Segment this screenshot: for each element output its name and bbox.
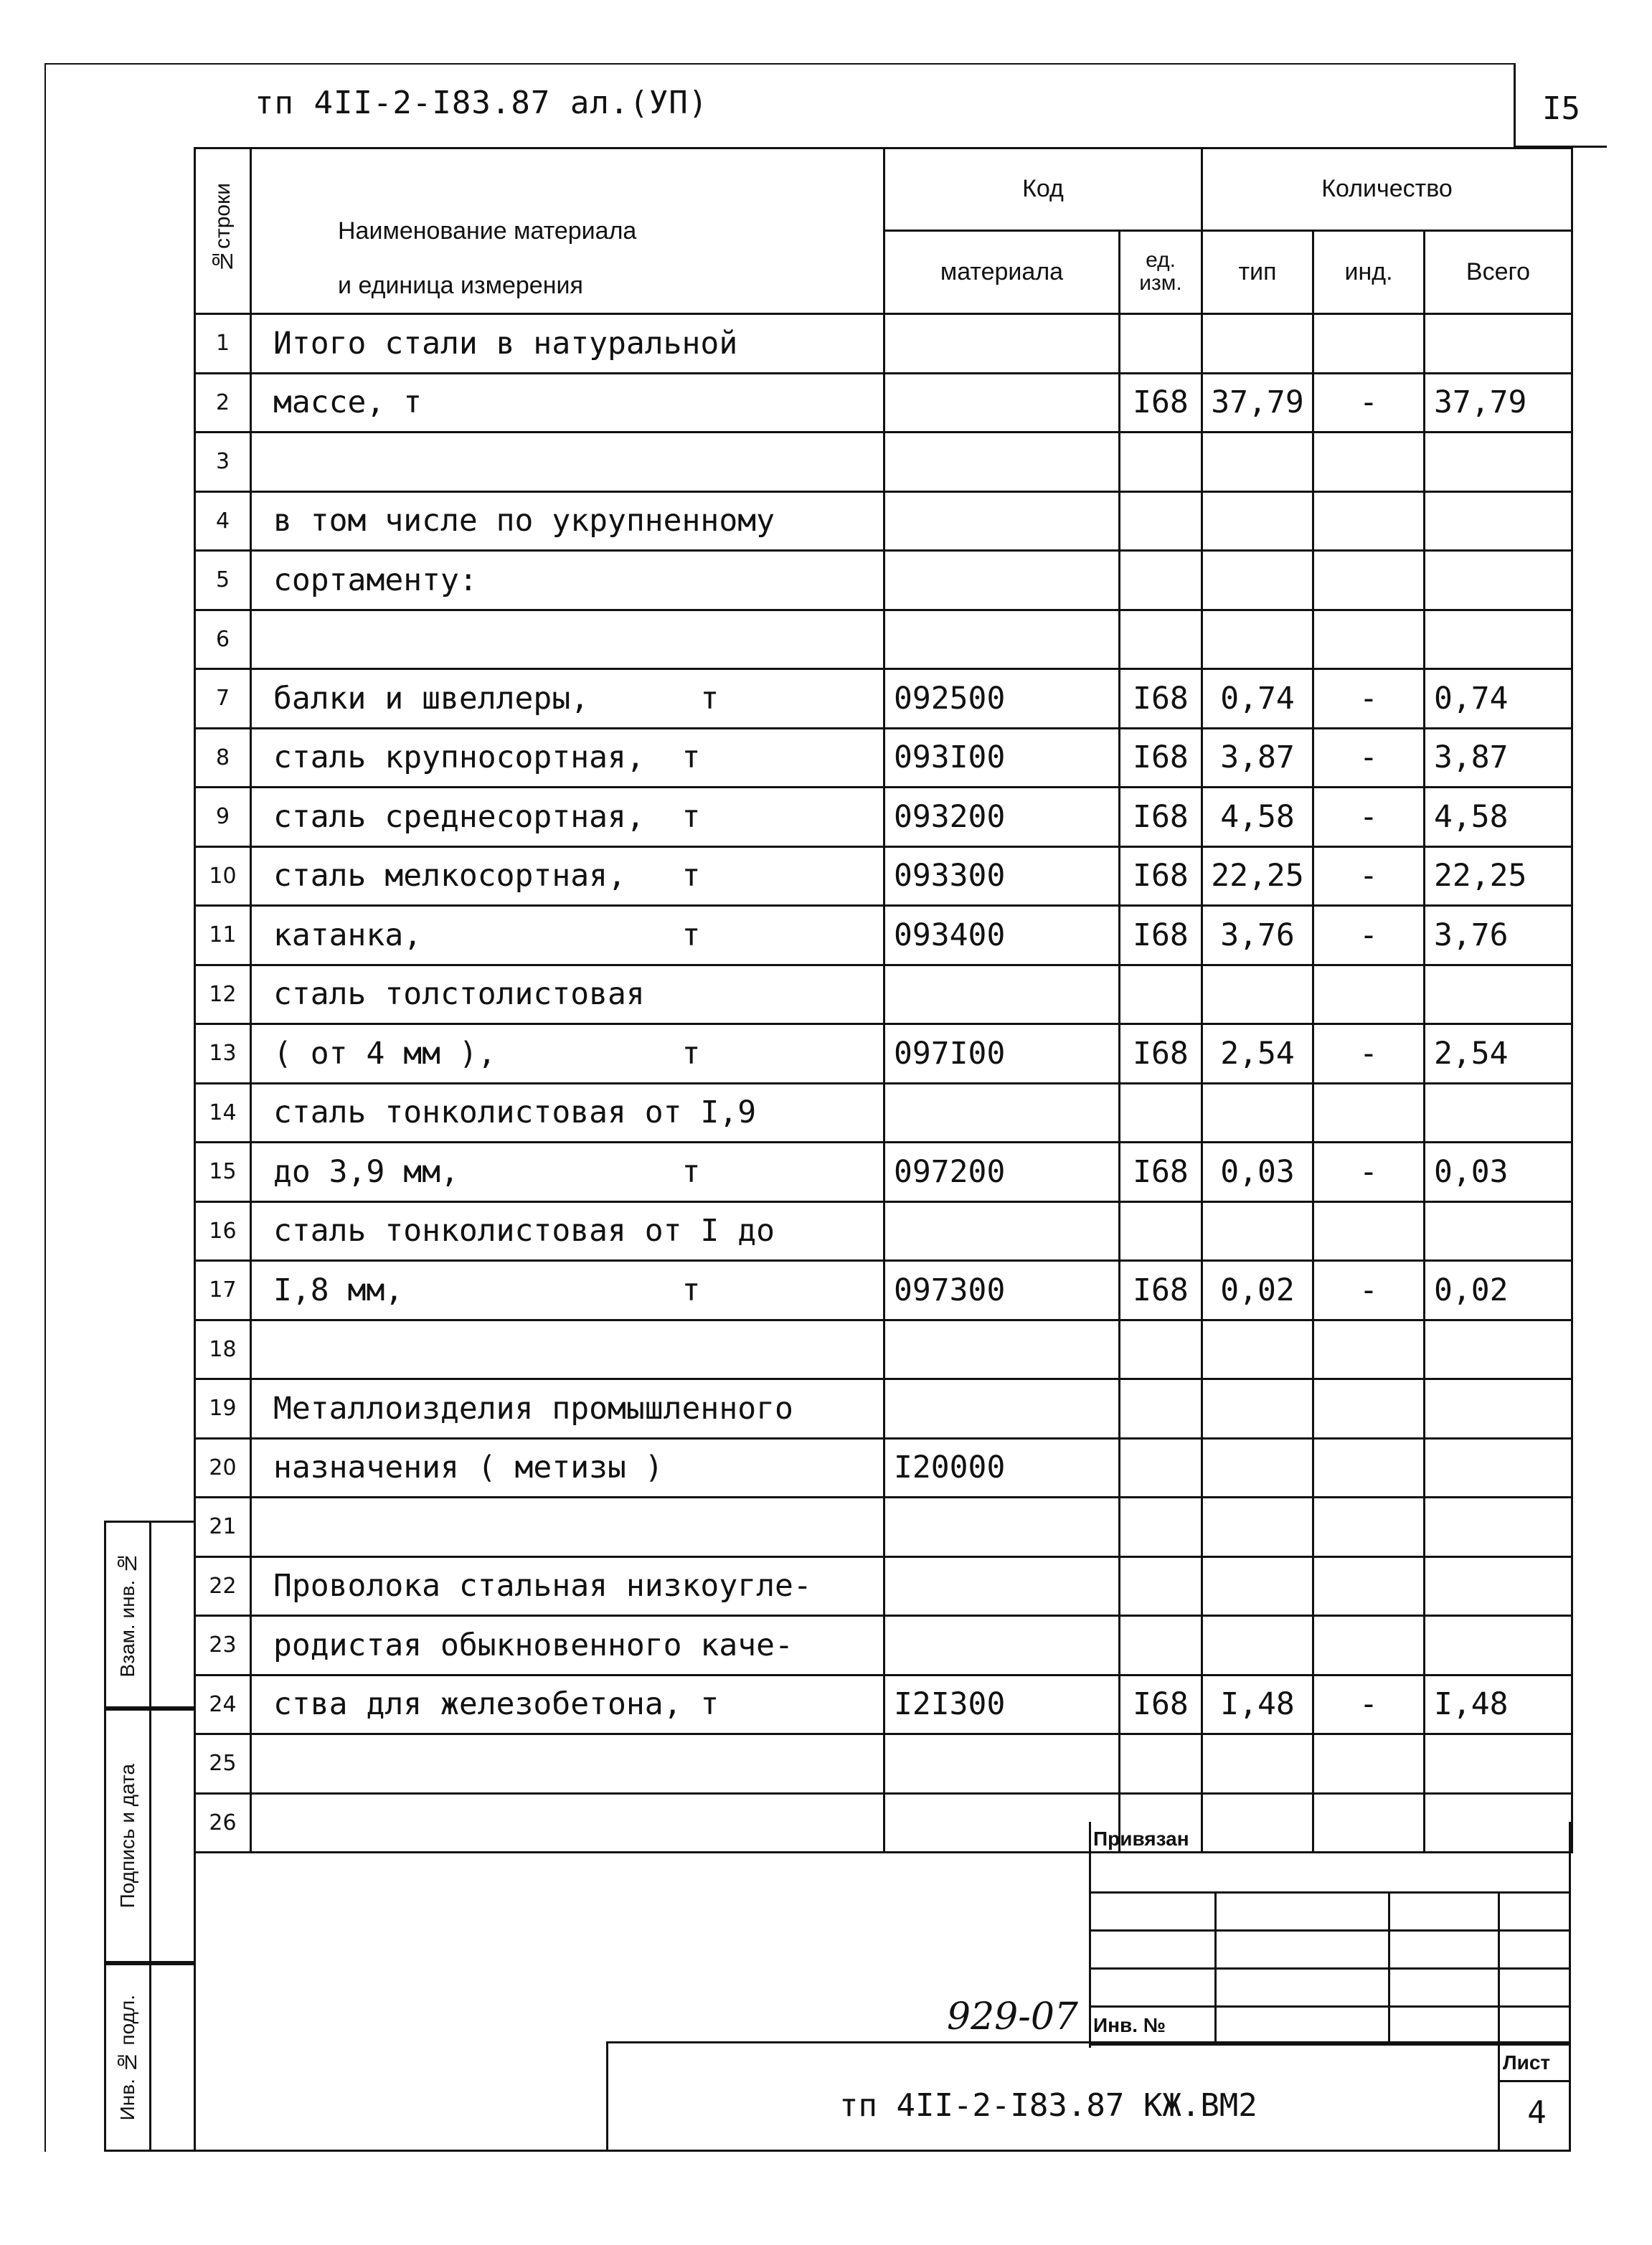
qty-ind-cell (1313, 1083, 1425, 1143)
stamp-replace-inv (104, 1521, 194, 1708)
qty-total-cell (1425, 1734, 1572, 1794)
qty-total-cell: 3,87 (1425, 728, 1572, 788)
unit-code-cell (1120, 965, 1202, 1024)
header-row-number-label: №строки (210, 183, 235, 273)
unit-code-cell: I68 (1120, 373, 1202, 433)
table-row (195, 1261, 1572, 1320)
material-spec-body (195, 314, 1572, 1853)
unit-code-cell (1120, 1616, 1202, 1676)
qty-ind-cell (1313, 965, 1425, 1024)
table-row (195, 433, 1572, 492)
qty-total-cell (1425, 491, 1572, 551)
qty-type-cell (1202, 1379, 1313, 1439)
qty-ind-cell: - (1313, 906, 1425, 965)
table-row (195, 610, 1572, 669)
row-number-cell: 22 (195, 1556, 251, 1616)
qty-total-cell (1425, 1498, 1572, 1557)
sheet-value: 4 (1527, 2094, 1547, 2131)
row-number-cell: 23 (195, 1616, 251, 1676)
row-number-cell: 19 (195, 1379, 251, 1439)
table-row (195, 314, 1572, 374)
qty-ind-cell (1313, 1320, 1425, 1379)
material-code-cell: 093400 (884, 906, 1120, 965)
qty-type-cell: 3,76 (1202, 906, 1313, 965)
material-code-cell (884, 1616, 1120, 1676)
row-number-cell: 16 (195, 1201, 251, 1261)
material-code-cell (884, 1379, 1120, 1439)
row-number-cell: 14 (195, 1083, 251, 1143)
row-number-cell: 8 (195, 728, 251, 788)
row-number-cell: 24 (195, 1675, 251, 1734)
qty-total-cell (1425, 1201, 1572, 1261)
material-code-cell: I2I300 (884, 1675, 1120, 1734)
material-name-cell: ( от 4 мм ), т (251, 1024, 884, 1084)
header-code-material (884, 230, 1120, 313)
qty-type-cell (1202, 1556, 1313, 1616)
row-number-cell: 10 (195, 846, 251, 906)
header-row-number (195, 148, 251, 314)
unit-code-cell: I68 (1120, 1143, 1202, 1202)
row-number-cell: 1 (195, 314, 251, 374)
table-row (195, 1083, 1572, 1143)
header-material-name (251, 148, 884, 314)
unit-code-cell (1120, 491, 1202, 551)
qty-ind-cell: - (1313, 1261, 1425, 1320)
stamp-replace-inv-label: Взам. инв. № (116, 1551, 138, 1678)
material-name-cell: сталь среднесортная, т (251, 788, 884, 847)
header-code-label: Код (1022, 175, 1064, 203)
unit-code-cell: I68 (1120, 846, 1202, 906)
bound-label: Привязан (1093, 1828, 1189, 1850)
material-name-cell: сталь мелкосортная, т (251, 846, 884, 906)
qty-type-cell (1202, 314, 1313, 374)
row-number-cell: 15 (195, 1143, 251, 1202)
material-code-cell (884, 433, 1120, 492)
qty-total-cell (1425, 433, 1572, 492)
header-type (1202, 230, 1313, 313)
qty-ind-cell: - (1313, 846, 1425, 906)
unit-code-cell (1120, 1498, 1202, 1557)
doc-code-top-line (606, 2041, 1571, 2043)
material-name-cell: катанка, т (251, 906, 884, 965)
row-number-cell: 25 (195, 1734, 251, 1794)
material-name-cell: назначения ( метизы ) (251, 1438, 884, 1498)
qty-type-cell (1202, 965, 1313, 1024)
stamp-sign-date-cell (106, 1711, 151, 1961)
material-name-cell: сортаменту: (251, 551, 884, 610)
qty-ind-cell: - (1313, 728, 1425, 788)
qty-ind-cell (1313, 1498, 1425, 1557)
table-row (195, 1143, 1572, 1202)
row-number-cell: 21 (195, 1498, 251, 1557)
binding-vline-3 (1498, 1891, 1500, 2152)
material-name-cell: массе, т (251, 373, 884, 433)
qty-total-cell: 22,25 (1425, 846, 1572, 906)
qty-type-cell (1202, 1320, 1313, 1379)
material-name-cell: сталь тонколистовая от I до (251, 1201, 884, 1261)
material-name-cell (251, 1320, 884, 1379)
qty-ind-cell (1313, 1438, 1425, 1498)
material-code-cell (884, 551, 1120, 610)
material-code-cell (884, 1320, 1120, 1379)
material-name-cell: сталь тонколистовая от I,9 (251, 1083, 884, 1143)
material-code-cell: 093I00 (884, 728, 1120, 788)
qty-type-cell: 22,25 (1202, 846, 1313, 906)
material-name-cell: сталь крупносортная, т (251, 728, 884, 788)
qty-total-cell (1425, 965, 1572, 1024)
table-row (195, 1734, 1572, 1794)
unit-code-cell (1120, 1379, 1202, 1439)
document-code: тп 4II-2-I83.87 КЖ.ВМ2 (839, 2087, 1257, 2124)
qty-total-cell: 0,02 (1425, 1261, 1572, 1320)
qty-total-cell: 2,54 (1425, 1024, 1572, 1084)
qty-total-cell: 0,03 (1425, 1143, 1572, 1202)
qty-total-cell (1425, 1083, 1572, 1143)
qty-type-cell (1202, 1734, 1313, 1794)
unit-code-cell: I68 (1120, 1675, 1202, 1734)
unit-code-cell (1120, 1320, 1202, 1379)
doc-code-left-line (606, 2041, 608, 2152)
header-quantity (1202, 148, 1572, 231)
qty-total-cell: 0,74 (1425, 669, 1572, 729)
material-code-cell (884, 373, 1120, 433)
material-code-cell (884, 1498, 1120, 1557)
row-number-cell: 18 (195, 1320, 251, 1379)
table-row (195, 906, 1572, 965)
header-sheet-box (1514, 63, 1607, 148)
row-number-cell: 4 (195, 491, 251, 551)
row-number-cell: 3 (195, 433, 251, 492)
qty-total-cell: 4,58 (1425, 788, 1572, 847)
qty-total-cell (1425, 551, 1572, 610)
unit-code-cell (1120, 1556, 1202, 1616)
stamp-orig-inv-label: Инв. № подл. (116, 1994, 138, 2121)
qty-ind-cell (1313, 610, 1425, 669)
unit-code-cell (1120, 314, 1202, 374)
stamp-sign-date-label: Подпись и дата (116, 1763, 138, 1909)
qty-ind-cell (1313, 1734, 1425, 1794)
material-code-cell (884, 1201, 1120, 1261)
sheet-label: Лист (1503, 2051, 1551, 2074)
table-row (195, 1438, 1572, 1498)
qty-ind-cell (1313, 551, 1425, 610)
row-number-cell: 12 (195, 965, 251, 1024)
table-row (195, 1024, 1572, 1084)
qty-type-cell (1202, 1083, 1313, 1143)
material-code-cell (884, 1556, 1120, 1616)
unit-code-cell (1120, 1083, 1202, 1143)
header-type-label: тип (1238, 257, 1277, 285)
binding-vline-1 (1214, 1891, 1217, 2043)
qty-ind-cell (1313, 491, 1425, 551)
inv-number-label: Инв. № (1093, 2014, 1166, 2036)
handwritten-number: 929-07 (947, 1995, 1078, 2038)
table-row (195, 846, 1572, 906)
qty-type-cell: 4,58 (1202, 788, 1313, 847)
material-spec-table (194, 147, 1573, 1853)
material-name-cell: Итого стали в натуральной (251, 314, 884, 374)
qty-total-cell (1425, 1379, 1572, 1439)
qty-type-cell: 0,74 (1202, 669, 1313, 729)
document-header-title: тп 4II-2-I83.87 ал.(УП) (255, 85, 709, 121)
material-code-cell: 097200 (884, 1143, 1120, 1202)
row-number-cell: 5 (195, 551, 251, 610)
unit-code-cell: I68 (1120, 669, 1202, 729)
binding-vline-2 (1388, 1891, 1390, 2043)
qty-type-cell (1202, 1616, 1313, 1676)
header-code (884, 148, 1202, 231)
material-code-cell (884, 491, 1120, 551)
qty-ind-cell: - (1313, 669, 1425, 729)
qty-ind-cell (1313, 433, 1425, 492)
qty-type-cell: 3,87 (1202, 728, 1313, 788)
qty-type-cell (1202, 551, 1313, 610)
material-code-cell (884, 314, 1120, 374)
header-ind-label: инд. (1344, 257, 1393, 285)
row-number-cell: 17 (195, 1261, 251, 1320)
unit-code-cell (1120, 610, 1202, 669)
unit-code-cell: I68 (1120, 728, 1202, 788)
table-row (195, 551, 1572, 610)
qty-type-cell (1202, 1498, 1313, 1557)
table-row (195, 965, 1572, 1024)
qty-type-cell: 37,79 (1202, 373, 1313, 433)
row-number-cell: 2 (195, 373, 251, 433)
material-code-cell: 092500 (884, 669, 1120, 729)
qty-type-cell: I,48 (1202, 1675, 1313, 1734)
table-row (195, 1556, 1572, 1616)
header-code-material-label: материала (940, 257, 1064, 285)
qty-total-cell: I,48 (1425, 1675, 1572, 1734)
material-code-cell (884, 965, 1120, 1024)
stamp-orig-inv-cell (106, 1965, 151, 2150)
table-row (195, 1498, 1572, 1557)
unit-code-cell (1120, 433, 1202, 492)
table-row (195, 728, 1572, 788)
unit-code-cell: I68 (1120, 788, 1202, 847)
qty-ind-cell: - (1313, 788, 1425, 847)
stamp-replace-inv-cell (106, 1523, 151, 1706)
row-number-cell: 26 (195, 1793, 251, 1853)
material-name-cell (251, 433, 884, 492)
qty-ind-cell: - (1313, 1024, 1425, 1084)
table-row (195, 1379, 1572, 1439)
material-code-cell: 093300 (884, 846, 1120, 906)
qty-ind-cell: - (1313, 1143, 1425, 1202)
qty-type-cell (1202, 433, 1313, 492)
qty-type-cell (1202, 610, 1313, 669)
qty-ind-cell (1313, 1201, 1425, 1261)
qty-total-cell: 3,76 (1425, 906, 1572, 965)
material-name-cell: родистая обыкновенного каче- (251, 1616, 884, 1676)
qty-total-cell (1425, 1556, 1572, 1616)
sheet-label-line (1498, 2080, 1571, 2082)
header-ind (1313, 230, 1425, 313)
qty-ind-cell (1313, 1379, 1425, 1439)
table-row (195, 1616, 1572, 1676)
frame-left-line (44, 65, 46, 2152)
qty-total-cell: 37,79 (1425, 373, 1572, 433)
qty-total-cell (1425, 1320, 1572, 1379)
material-name-cell: в том числе по укрупненному (251, 491, 884, 551)
unit-code-cell: I68 (1120, 1261, 1202, 1320)
table-row (195, 1201, 1572, 1261)
row-number-cell: 11 (195, 906, 251, 965)
material-code-cell (884, 1734, 1120, 1794)
qty-total-cell (1425, 314, 1572, 374)
row-number-cell: 7 (195, 669, 251, 729)
frame-top-line (44, 63, 1515, 65)
material-name-cell: Металлоизделия промышленного (251, 1379, 884, 1439)
qty-total-cell (1425, 1616, 1572, 1676)
header-total-label: Всего (1465, 257, 1531, 285)
qty-type-cell (1202, 491, 1313, 551)
material-name-cell: балки и швеллеры, т (251, 669, 884, 729)
qty-ind-cell: - (1313, 1675, 1425, 1734)
material-code-cell (884, 610, 1120, 669)
unit-code-cell: I68 (1120, 906, 1202, 965)
qty-total-cell (1425, 610, 1572, 669)
table-row (195, 1320, 1572, 1379)
material-name-cell: сталь толстолистовая (251, 965, 884, 1024)
header-code-unit (1120, 230, 1202, 313)
material-code-cell: 097300 (884, 1261, 1120, 1320)
table-row (195, 788, 1572, 847)
material-name-cell: ства для железобетона, т (251, 1675, 884, 1734)
material-name-cell (251, 1498, 884, 1557)
qty-type-cell (1202, 1438, 1313, 1498)
qty-ind-cell: - (1313, 373, 1425, 433)
table-row (195, 373, 1572, 433)
qty-type-cell: 0,02 (1202, 1261, 1313, 1320)
qty-type-cell (1202, 1201, 1313, 1261)
row-number-cell: 20 (195, 1438, 251, 1498)
qty-ind-cell (1313, 1556, 1425, 1616)
unit-code-cell (1120, 1438, 1202, 1498)
header-quantity-label: Количество (1321, 175, 1453, 203)
material-name-cell (251, 610, 884, 669)
unit-code-cell (1120, 551, 1202, 610)
material-code-cell: 097I00 (884, 1024, 1120, 1084)
material-name-cell: I,8 мм, т (251, 1261, 884, 1320)
material-name-cell (251, 1734, 884, 1794)
qty-ind-cell (1313, 1616, 1425, 1676)
material-code-cell: I20000 (884, 1438, 1120, 1498)
header-code-unit-label: ед. изм. (1139, 248, 1182, 296)
unit-code-cell (1120, 1201, 1202, 1261)
table-row (195, 1675, 1572, 1734)
qty-type-cell: 0,03 (1202, 1143, 1313, 1202)
row-number-cell: 9 (195, 788, 251, 847)
qty-ind-cell (1313, 314, 1425, 374)
unit-code-cell (1120, 1734, 1202, 1794)
material-name-cell: до 3,9 мм, т (251, 1143, 884, 1202)
material-code-cell (884, 1083, 1120, 1143)
stamp-orig-inv (104, 1963, 194, 2152)
header-sheet-number: I5 (1542, 90, 1580, 127)
header-total (1425, 230, 1572, 313)
unit-code-cell: I68 (1120, 1024, 1202, 1084)
table-row (195, 669, 1572, 729)
header-material-name-label: Наименование материала и единица измерения (338, 217, 637, 299)
qty-total-cell (1425, 1438, 1572, 1498)
row-number-cell: 13 (195, 1024, 251, 1084)
material-name-cell: Проволока стальная низкоугле- (251, 1556, 884, 1616)
row-number-cell: 6 (195, 610, 251, 669)
stamp-sign-date (104, 1708, 194, 1963)
qty-type-cell: 2,54 (1202, 1024, 1313, 1084)
table-row (195, 491, 1572, 551)
material-code-cell: 093200 (884, 788, 1120, 847)
